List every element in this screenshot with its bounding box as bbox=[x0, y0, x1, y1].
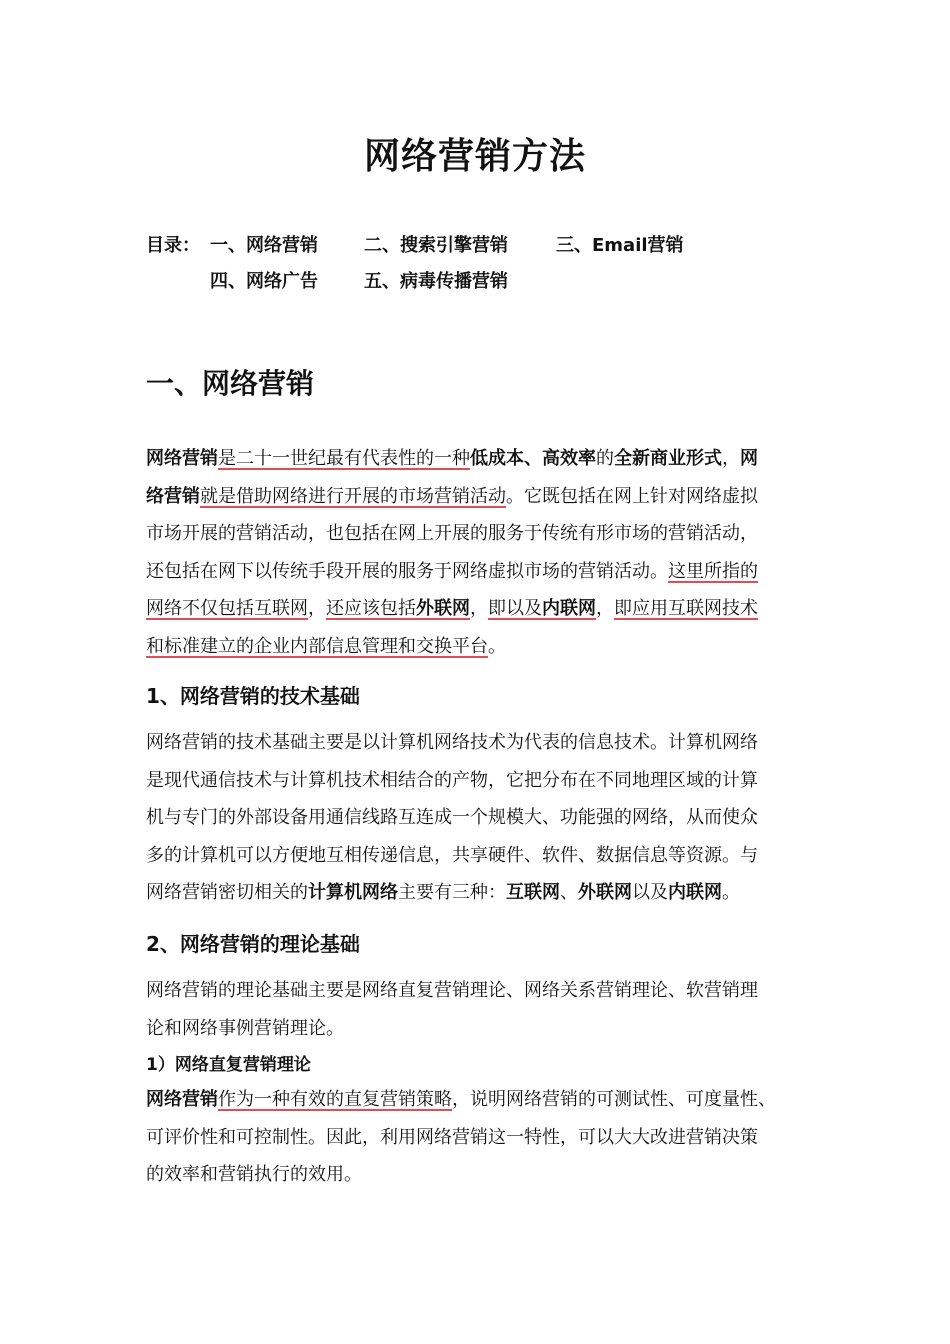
toc-item-search-engine-marketing[interactable]: 二、搜索引擎营销 bbox=[364, 235, 508, 256]
document-title: 网络营销方法 bbox=[363, 136, 586, 177]
subsection-heading-theory-basis: 2、网络营销的理论基础 bbox=[146, 932, 360, 956]
theory-basis-paragraph: 网络营销的理论基础主要是网络直复营销理论、网络关系营销理论、软营销理 论和网络事例营销理论。 bbox=[146, 980, 758, 1039]
section-heading: 一、网络营销 bbox=[146, 367, 315, 400]
toc-item-email-marketing[interactable]: 三、Email营销 bbox=[556, 235, 684, 256]
toc-item-viral-marketing[interactable]: 五、病毒传播营销 bbox=[364, 271, 508, 292]
toc-item-network-advertising[interactable]: 四、网络广告 bbox=[210, 271, 318, 292]
toc-item-network-marketing[interactable]: 一、网络营销 bbox=[210, 235, 318, 256]
direct-marketing-paragraph: 网络营销作为一种有效的直复营销策略，说明网络营销的可测试性、可度量性、 可评价性和可控制性。因此，利用网络营销这一特性，可以大大改进营销决策 的效率和营销执行的效用。 bbox=[146, 1089, 776, 1185]
sub-subsection-heading-direct-marketing: 1）网络直复营销理论 bbox=[146, 1055, 311, 1075]
intro-paragraph: 网络营销是二十一世纪最有代表性的一种低成本、高效率的全新商业形式，网 络营销就是借助网络进行开展的市场营销活动。它既包括在网上针对网络虚拟 市场开展的营销活动，也包括在网上开展的服务于传统有形市场的营销活动， 还包括在网下以传统手段开展的服务于网络虚拟市场的营销活动。这里所指的 网络不仅包括互联网，还应该包括外联网，即以及内联网，即应用互联网技术 和标准建立的企业内部信息管理和交换平台。 bbox=[146, 448, 758, 657]
tech-basis-paragraph: 网络营销的技术基础主要是以计算机网络技术为代表的信息技术。计算机网络 是现代通信技术与计算机技术相结合的产物，它把分布在不同地理区域的计算 机与专门的外部设备用通信线路互连成一个规模大、功能强的网络，从而使众 多的计算机可以方便地互相传递信息，共享硬件、软件、数据信息等资源。与 网络营销密切相关的计算机网络主要有三种：互联网、外联网以及内联网。 bbox=[146, 732, 758, 903]
table-of-contents bbox=[146, 232, 684, 304]
toc-label: 目录： bbox=[146, 235, 200, 256]
subsection-heading-tech-basis: 1、网络营销的技术基础 bbox=[146, 684, 360, 708]
